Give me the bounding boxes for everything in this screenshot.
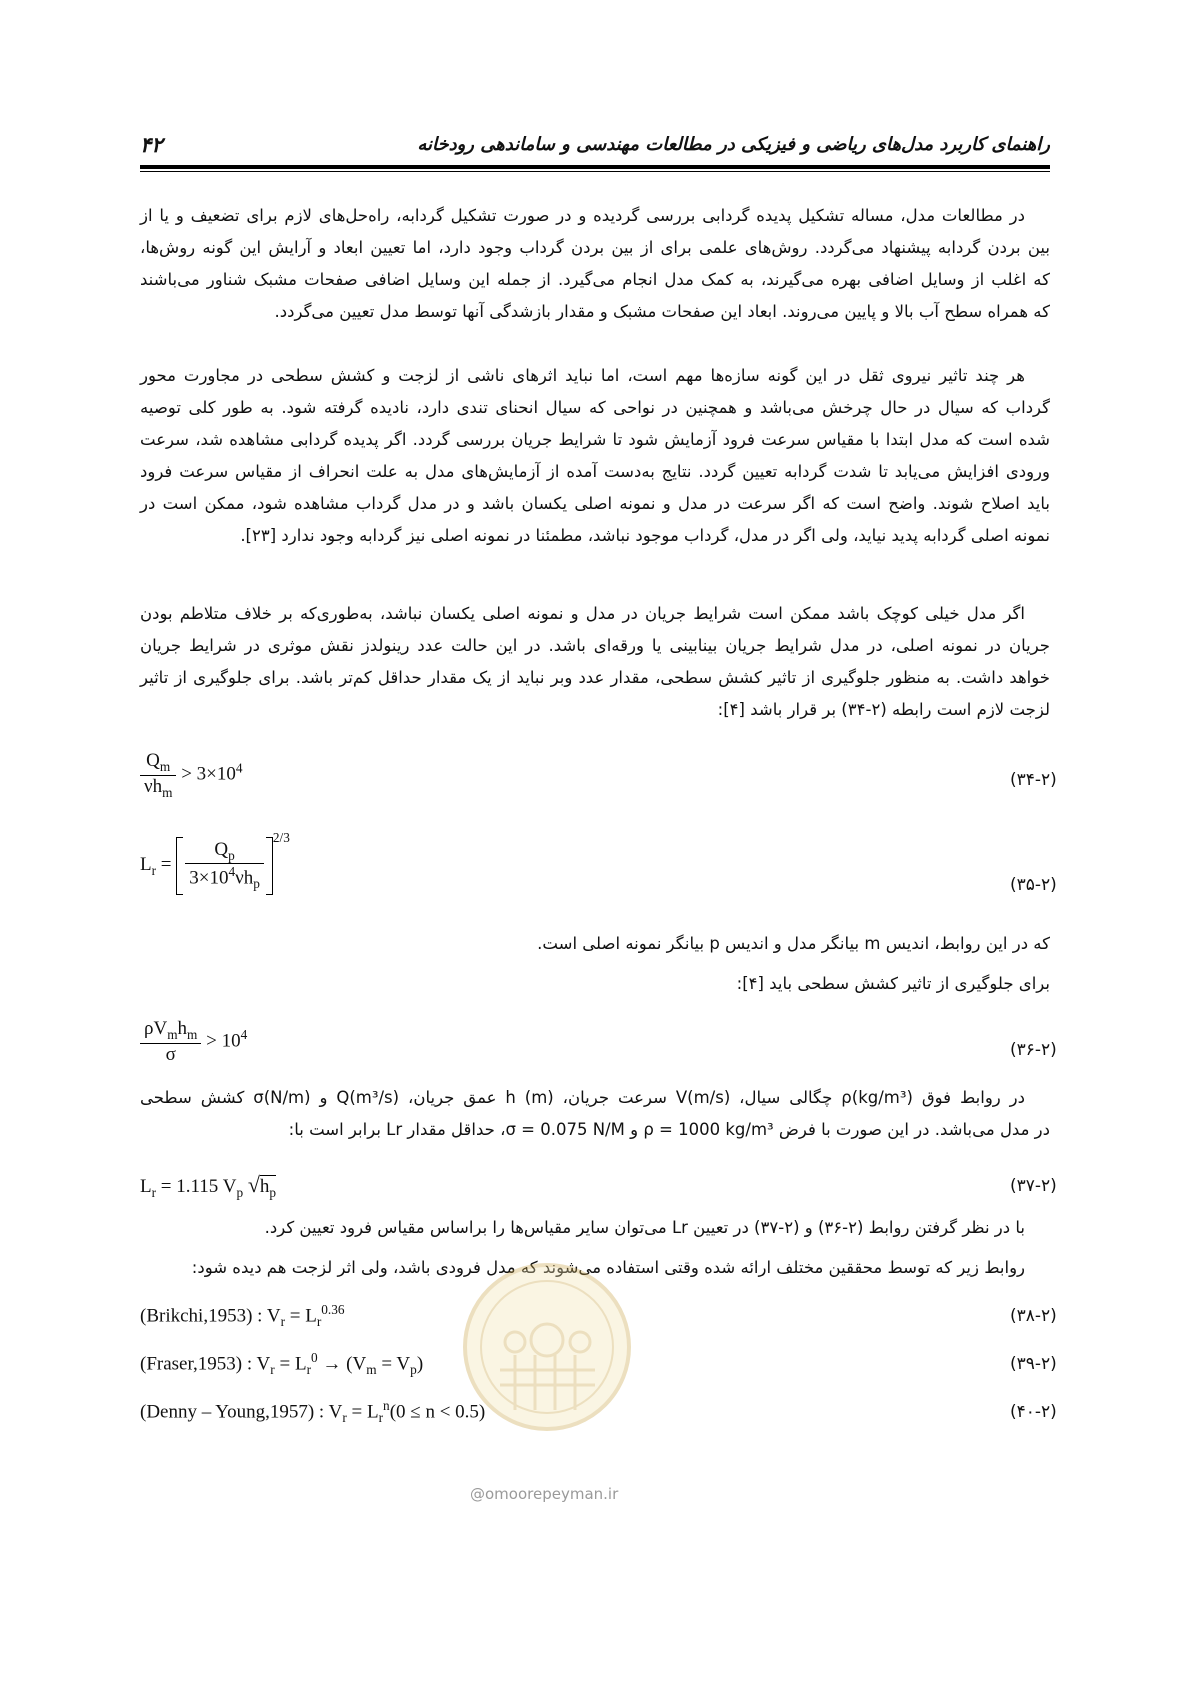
text-line: بین بردن گردابه پیشنهاد می‌گردد. روش‌های علمی برای از بین بردن گرداب وجود دارد، اما تعیین ابعاد و آرایش این گونه روش‌ها،: [140, 238, 1050, 257]
text-line: روابط زیر که توسط محققین مختلف ارائه شده وقتی استفاده می‌شوند که مدل فرودی باشد، ولی اثر لزجت هم دیده شود:: [191, 1258, 1025, 1277]
paragraph-2: [140, 360, 1050, 552]
equation-35: $L_r$ = $\frac{Q_p}{3\times 10^4\nu h_p}$ $^{2/3}$: [140, 830, 290, 895]
text-line: در مدل می‌باشد. در این صورت با فرض ρ = 1000 kg/m³ و σ = 0.075 N/M، حداقل مقدار Lr برابر است با:: [288, 1120, 1050, 1139]
equation-number: (۴۰-۲): [1010, 1402, 1057, 1422]
page-number: ۴۲: [140, 132, 163, 157]
paragraph-6: [140, 1082, 1050, 1146]
equation-number: (۳۵-۲): [1010, 875, 1057, 895]
text-line: اگر مدل خیلی کوچک باشد ممکن است شرایط جریان در مدل و نمونه اصلی یکسان نباشد، به‌طوری‌که بر خلاف متلاطم بودن: [140, 604, 1025, 623]
text-line: در مطالعات مدل، مساله تشکیل پدیده گردابی بررسی گردیده و در صورت تشکیل گردابه، راه‌حل‌های لازم برای تضعیف و یا از: [140, 206, 1025, 225]
text-line: گرداب که سیال در حال چرخش می‌باشد و همچنین در نواحی که سیال انحنای تندی دارد، نادیده گرفته شود. به طور کلی توصیه: [140, 398, 1050, 417]
equation-40: (Denny – Young,1957) : $V_r = L_r^n(0 \le n < 0.5)$: [140, 1398, 486, 1426]
text-line: در روابط فوق (ρ(kg/m³ چگالی سیال، (V(m/s سرعت جریان، (h (m عمق جریان، (Q(m³/s و (σ(N/m کشش سطحی: [140, 1088, 1026, 1107]
equation-34: $\frac{Q_m}{\nu h_m}$ > $3\times 10^4$: [140, 750, 243, 801]
equation-number: (۳۴-۲): [1010, 770, 1057, 790]
equation-36: $\frac{\rho V_mh_m}{\sigma}$ > $10^4$: [140, 1018, 247, 1066]
text-line: که در این روابط، اندیس m بیانگر مدل و اندیس p بیانگر نمونه اصلی است.: [537, 934, 1050, 953]
text-line: شده است که مدل ابتدا با مقیاس سرعت فرود آزمایش شود تا شرایط جریان بررسی گردد. اگر پدیده گردابی مشاهده شد، سرعت: [140, 430, 1050, 449]
text-line: که همراه سطح آب بالا و پایین می‌روند. ابعاد این صفحات مشبک و مقدار بازشدگی آنها توسط مدل تعیین می‌گردد.: [274, 302, 1050, 321]
watermark-logo: [460, 1260, 635, 1435]
equation-number: (۳۹-۲): [1010, 1354, 1057, 1374]
text-line: لزجت لازم است رابطه (۲-۳۴) بر قرار باشد [۴]:: [717, 700, 1050, 719]
text-line: نمونه اصلی گردابه پدید نیاید، ولی اگر در مدل، گرداب موجود نباشد، مطمئنا در نمونه اصلی نیز گردابه وجود ندارد [۲۳].: [240, 526, 1050, 545]
bracket: $\frac{Q_p}{3\times 10^4\nu h_p}$: [176, 837, 273, 895]
equation-37: $L_r = 1.115$ $V_p$ $√h_p$: [140, 1172, 277, 1200]
watermark-url: @omoorepeyman.ir: [470, 1485, 619, 1503]
header-rule-thin: [140, 171, 1050, 172]
equation-number: (۳۶-۲): [1010, 1040, 1057, 1060]
equation-number: (۳۷-۲): [1010, 1176, 1057, 1196]
text-line: که اغلب از وسایل اضافی بهره می‌گیرند، به کمک مدل انجام می‌گیرد. از جمله این وسایل اضافی صفحات مشبک شناور می‌باشند: [140, 270, 1050, 289]
text-line: باید اصلاح شوند. واضح است که اگر سرعت در مدل و نمونه اصلی یکسان باشد و در مدل گرداب مشاهده شود، ممکن است در: [140, 494, 1050, 513]
text-line: جریان در نمونه اصلی، در مدل شرایط جریان بینابینی یا ورقه‌ای باشد. در این حالت عدد رینولدز نقش موثری در شرایط جریان: [140, 636, 1050, 655]
paragraph-4: [140, 928, 1050, 960]
paragraph-7: [140, 1212, 1050, 1244]
running-title: راهنمای کاربرد مدل‌های ریاضی و فیزیکی در مطالعات مهندسی و ساماندهی رودخانه: [417, 134, 1050, 155]
paragraph-1: [140, 200, 1050, 328]
text-line: برای جلوگیری از تاثیر کشش سطحی باید [۴]:: [736, 974, 1050, 993]
fraction: $\frac{Q_m}{\nu h_m}$: [140, 750, 176, 801]
paragraph-5: [140, 968, 1050, 1000]
equation-39: (Fraser,1953) : $V_r = L_r^0 \to (V_m = V_p)$: [140, 1350, 424, 1378]
text-line: با در نظر گرفتن روابط (۲-۳۶) و (۲-۳۷) در تعیین Lr می‌توان سایر مقیاس‌ها را براساس مقیاس فرود تعیین کرد.: [264, 1218, 1025, 1237]
page-header: [140, 128, 1050, 170]
text-line: خواهد داشت. به منظور جلوگیری از تاثیر کشش سطحی، مقدار عدد وبر نباید از یک مقدار حداقل کم‌تر باشد. برای جلوگیری از تاثیر: [140, 668, 1050, 687]
paragraph-3: [140, 598, 1050, 726]
text-line: هر چند تاثیر نیروی ثقل در این گونه سازه‌ها مهم است، اما نباید اثرهای ناشی از لزجت و کشش سطحی در مجاورت محور: [140, 366, 1025, 385]
header-rule-thick: [140, 165, 1050, 169]
equation-38: (Brikchi,1953) : $V_r = L_r^{0.36}$: [140, 1302, 345, 1330]
text-line: ورودی افزایش می‌یابد تا شدت گردابه تعیین گردد. نتایج به‌دست آمده از آزمایش‌های مدل به علت انحراف از مقیاس سرعت فرود: [140, 462, 1050, 481]
fraction: $\frac{\rho V_mh_m}{\sigma}$: [140, 1018, 201, 1066]
equation-number: (۳۸-۲): [1010, 1306, 1057, 1326]
